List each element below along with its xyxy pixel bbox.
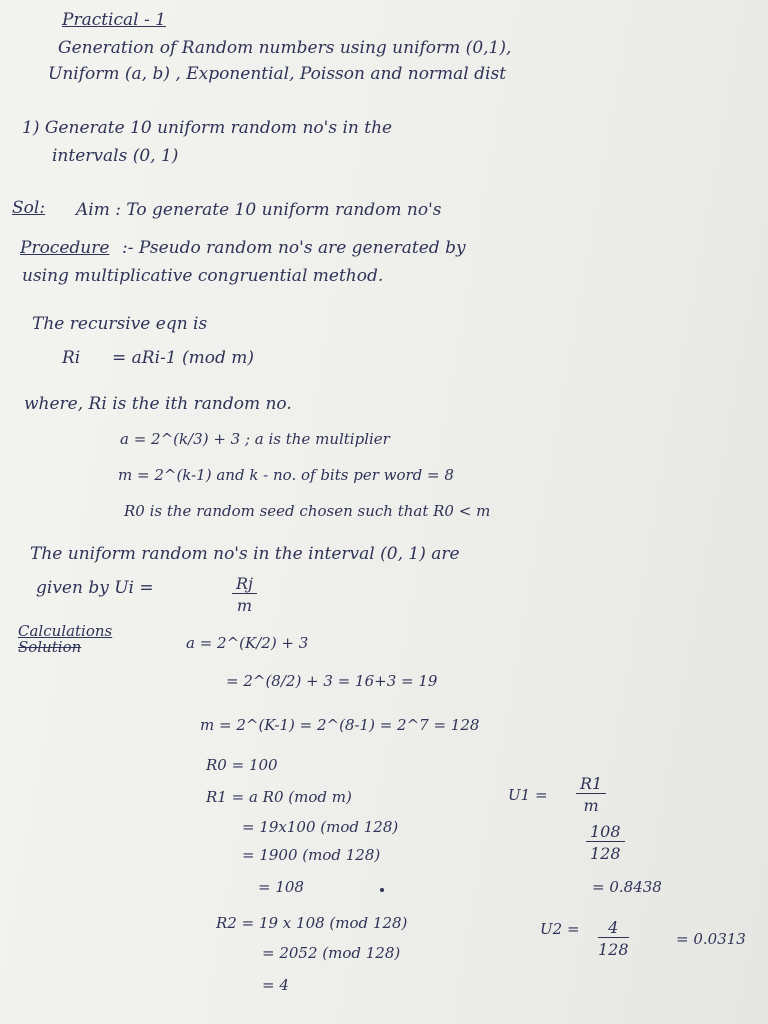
struck-solution-label: Solution xyxy=(18,638,82,656)
mu1-den-2: 128 xyxy=(590,844,621,863)
subtitle-line-2: Uniform (a, b) , Exponential, Poisson and normal dist xyxy=(48,64,507,84)
uniform-line-2: given by Ui = xyxy=(36,578,154,598)
mu2-num: 4 xyxy=(598,918,629,938)
calc-r0-line: R0 = 100 xyxy=(206,756,278,774)
calc-r1-line-4: = 108 xyxy=(258,878,304,896)
calculations-label: Calculations xyxy=(18,622,113,640)
calc-a-line-2: = 2^(8/2) + 3 = 16+3 = 19 xyxy=(226,672,438,690)
question-line-2: intervals (0, 1) xyxy=(52,146,179,166)
procedure-label: Procedure xyxy=(20,238,110,258)
r0-definition: R0 is the random seed chosen such that R0 < m xyxy=(124,502,491,520)
mu1-fraction xyxy=(576,774,606,815)
procedure-line-2: using multiplicative congruential method. xyxy=(22,266,384,286)
calc-r1-line-2: = 19x100 (mod 128) xyxy=(242,818,399,836)
ink-dot xyxy=(380,888,384,892)
procedure-line-1: :- Pseudo random no's are generated by xyxy=(122,238,466,258)
aim-line: Aim : To generate 10 uniform random no's xyxy=(76,200,442,220)
subtitle-line-1: Generation of Random numbers using uniform (0,1), xyxy=(58,38,512,58)
page-title: Practical - 1 xyxy=(62,10,166,30)
mu1-fraction-2 xyxy=(586,822,625,863)
sol-label: Sol: xyxy=(12,198,46,218)
calc-a-line-1: a = 2^(K/2) + 3 xyxy=(186,634,309,652)
calc-r1-line-3: = 1900 (mod 128) xyxy=(242,846,381,864)
question-line-1: 1) Generate 10 uniform random no's in the xyxy=(22,118,393,138)
recursive-eqn-line: The recursive eqn is xyxy=(32,314,208,334)
mu1-value: = 0.8438 xyxy=(592,878,662,896)
a-definition: a = 2^(k/3) + 3 ; a is the multiplier xyxy=(120,430,390,448)
eqn-rhs: = aRi-1 (mod m) xyxy=(112,348,255,368)
eqn-lhs: Ri xyxy=(62,348,81,368)
mu2-value: = 0.0313 xyxy=(676,930,746,948)
calc-r1-line-1: R1 = a R0 (mod m) xyxy=(206,788,352,806)
mu1-frac-num: R1 xyxy=(576,774,606,794)
mu1-frac-den: m xyxy=(583,796,599,815)
calc-r2-line-1: R2 = 19 x 108 (mod 128) xyxy=(216,914,408,932)
mu1-num-2: 108 xyxy=(586,822,625,842)
uniform-frac-den: m xyxy=(236,596,253,615)
mu2-den: 128 xyxy=(598,940,629,959)
m-definition: m = 2^(k-1) and k - no. of bits per word = 8 xyxy=(118,466,454,484)
uniform-fraction xyxy=(232,574,257,615)
calc-m-line: m = 2^(K-1) = 2^(8-1) = 2^7 = 128 xyxy=(200,716,480,734)
calc-r2-line-3: = 4 xyxy=(262,976,289,994)
mu2-fraction xyxy=(598,918,629,959)
calc-r2-line-2: = 2052 (mod 128) xyxy=(262,944,401,962)
uniform-line-1: The uniform random no's in the interval (0, 1) are xyxy=(30,544,460,564)
mu2-label: U2 = xyxy=(540,920,580,938)
where-line: where, Ri is the ith random no. xyxy=(24,394,292,414)
mu1-label: U1 = xyxy=(508,786,548,804)
uniform-frac-num: Rj xyxy=(232,574,257,594)
